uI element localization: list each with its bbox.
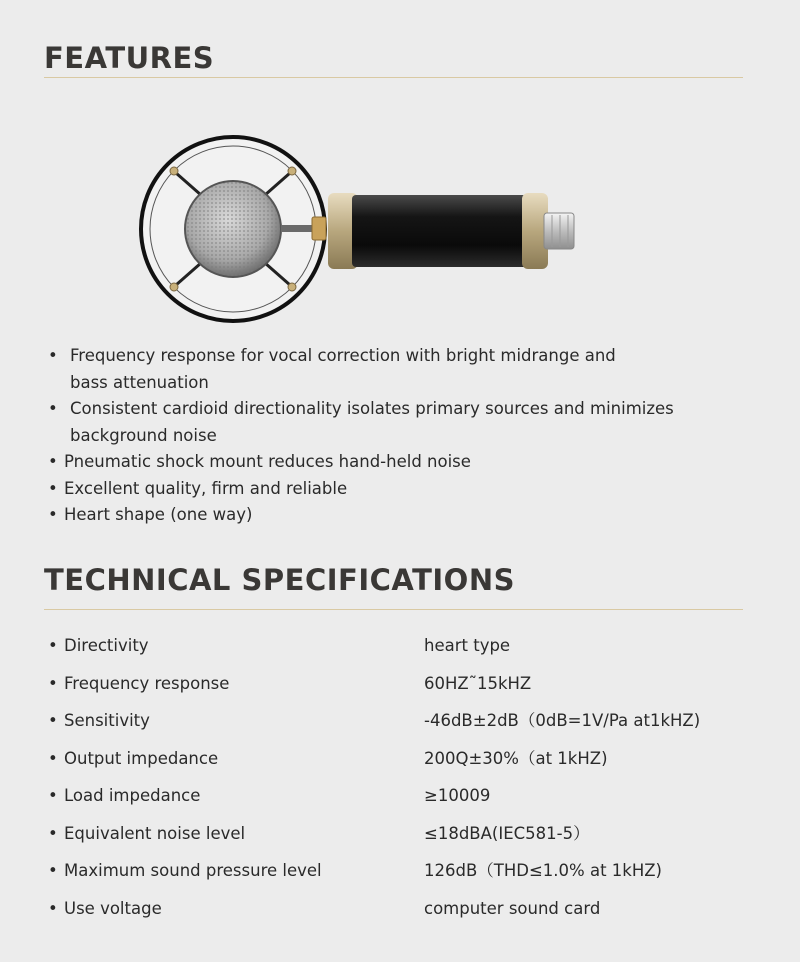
bullet-icon: • xyxy=(48,711,58,730)
bullet-icon: • xyxy=(48,823,58,843)
spec-row xyxy=(44,702,764,740)
feature-text: Pneumatic shock mount reduces hand-held noise xyxy=(64,452,471,471)
feature-item xyxy=(44,343,674,396)
spec-row xyxy=(44,815,764,853)
bullet-icon: • xyxy=(48,861,58,880)
feature-text: bass attenuation xyxy=(70,372,209,392)
spec-label: Directivity xyxy=(64,636,149,655)
spec-row xyxy=(44,890,764,928)
spec-label: Frequency response xyxy=(64,673,230,693)
spec-value: -46dB±2dB（0dB=1V/Pa at1kHZ) xyxy=(424,711,701,730)
feature-item xyxy=(44,476,674,503)
bullet-icon: • xyxy=(48,505,58,524)
feature-item xyxy=(44,396,674,449)
specs-heading: TECHNICAL SPECIFICATIONS xyxy=(44,563,515,597)
bullet-icon: • xyxy=(48,346,58,365)
feature-text: Frequency response for vocal correction with bright midrange and xyxy=(70,346,616,365)
spec-row xyxy=(44,740,764,778)
spec-label: Equivalent noise level xyxy=(64,823,246,843)
features-heading: FEATURES xyxy=(44,41,215,75)
feature-text: Heart shape (one way) xyxy=(64,505,253,524)
spec-label: Load impedance xyxy=(64,786,201,805)
spec-value: ≤18dBA(IEC581-5） xyxy=(424,823,590,843)
spec-value: 60HZ˜15kHZ xyxy=(424,673,532,693)
bullet-icon: • xyxy=(48,478,58,498)
bullet-icon: • xyxy=(48,636,58,655)
bullet-icon: • xyxy=(48,898,58,918)
spec-label: Sensitivity xyxy=(64,711,150,730)
spec-row xyxy=(44,665,764,703)
bullet-icon: • xyxy=(48,786,58,805)
spec-label: Use voltage xyxy=(64,898,162,918)
spec-label: Output impedance xyxy=(64,748,219,768)
spec-label: Maximum sound pressure level xyxy=(64,861,322,880)
bullet-icon: • xyxy=(48,673,58,693)
specs-table xyxy=(44,627,764,927)
spec-value: computer sound card xyxy=(424,898,601,918)
microphone-image xyxy=(138,133,588,325)
feature-item xyxy=(44,449,674,476)
feature-item xyxy=(44,502,674,529)
spec-row xyxy=(44,852,764,890)
spec-value: heart type xyxy=(424,636,511,655)
feature-text: Excellent quality, firm and reliable xyxy=(64,478,348,498)
bullet-icon: • xyxy=(48,748,58,768)
spec-row xyxy=(44,627,764,665)
feature-text: Consistent cardioid directionality isolates primary sources and minimizes xyxy=(70,399,674,418)
specs-divider xyxy=(44,609,743,610)
spec-row xyxy=(44,777,764,815)
bullet-icon: • xyxy=(48,452,58,471)
spec-value: 200Q±30%（at 1kHZ) xyxy=(424,748,608,768)
spec-value: ≥10009 xyxy=(424,786,491,805)
feature-text: background noise xyxy=(70,425,217,445)
spec-value: 126dB（THD≤1.0% at 1kHZ) xyxy=(424,861,662,880)
bullet-icon: • xyxy=(48,399,58,418)
features-divider xyxy=(44,77,743,78)
features-list xyxy=(44,343,674,529)
